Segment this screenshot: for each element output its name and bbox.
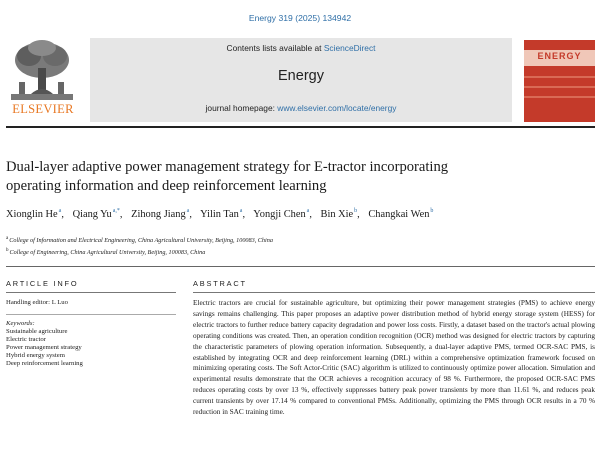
homepage-prefix: journal homepage: [205, 103, 278, 113]
article-title-line: Dual-layer adaptive power management strategy for E-tractor incorporating [6, 159, 449, 175]
author-name: Zihong Jiang [131, 209, 186, 220]
abstract-heading: ABSTRACT [193, 279, 247, 288]
keyword: Sustainable agriculture [6, 328, 68, 336]
sciencedirect-link[interactable]: ScienceDirect [323, 43, 376, 53]
elsevier-tree-icon [11, 38, 73, 100]
author-name: Changkai Wen [368, 209, 430, 220]
journal-reference[interactable]: Energy 319 (2025) 134942 [248, 13, 352, 23]
author-affiliation-mark[interactable]: a [186, 208, 190, 214]
journal-name: Energy [278, 68, 324, 84]
affiliation-mark: a [6, 236, 9, 241]
cover-stripe [524, 96, 595, 98]
journal-masthead [90, 38, 512, 122]
journal-cover-thumbnail[interactable] [524, 40, 595, 122]
keywords-heading: Keywords: [6, 320, 35, 327]
author[interactable]: Zihong Jiang$^a$, [131, 208, 192, 220]
journal-homepage-line [90, 103, 512, 113]
cover-stripe [524, 76, 595, 78]
handling-editor: Handling editor: L Luo [6, 299, 68, 306]
article-info-divider [6, 292, 176, 293]
keywords-section [6, 320, 83, 369]
affiliation [6, 246, 273, 258]
author-affiliation-mark[interactable]: a,* [112, 208, 120, 214]
affiliation-mark: b [6, 247, 9, 253]
author[interactable]: Yilin Tan$^a$, [200, 208, 246, 220]
author-name: Qiang Yu [72, 209, 112, 220]
author[interactable] [368, 209, 433, 220]
article-title [6, 158, 566, 196]
keywords-divider [6, 314, 176, 315]
publisher-name: ELSEVIER [12, 102, 74, 116]
author[interactable]: Bin Xie$^b$, [320, 208, 360, 220]
article-info-heading: ARTICLE INFO [6, 279, 79, 288]
contents-prefix: Contents lists available at [226, 43, 324, 53]
author-affiliation-mark[interactable]: a [239, 208, 243, 214]
cover-title: ENERGY [537, 51, 582, 61]
keyword: Electric tractor [6, 336, 46, 344]
author[interactable]: Qiang $Yu^{a,*}$, [72, 208, 123, 220]
abstract-divider [193, 292, 595, 293]
author-affiliation-mark[interactable]: a [58, 208, 62, 214]
affiliation [6, 234, 273, 246]
journal-homepage-link[interactable]: www.elsevier.com/locate/energy [277, 103, 397, 113]
author-name: Xionglin He [6, 209, 58, 220]
affiliation-text: College of Engineering, China Agricultural University, Beijing, 100083, China [9, 248, 206, 256]
author-name: Bin Xie [320, 209, 354, 220]
keyword: Deep reinforcement learning [6, 360, 83, 368]
author-name: Yongji Chen [253, 209, 306, 220]
article-title-line: operating information and deep reinforcement learning [6, 178, 327, 194]
header-divider [6, 126, 595, 128]
elsevier-logo[interactable] [6, 38, 78, 120]
author[interactable]: Yongji Chen$^a$, [253, 208, 312, 220]
contents-available-line [90, 43, 512, 53]
author-affiliation-mark[interactable]: b [354, 208, 358, 214]
author[interactable]: Xionglin He$^a$, [6, 208, 64, 220]
cover-stripe [524, 86, 595, 88]
author-list [6, 208, 596, 220]
keyword: Power management strategy [6, 344, 82, 352]
author-affiliation-mark[interactable]: b [430, 208, 434, 214]
affiliation-text: College of Information and Electrical Engineering, China Agricultural University, Beijing, 100083, China [9, 237, 273, 244]
author-name: Yilin Tan [200, 209, 239, 220]
author-affiliation-mark[interactable]: a [306, 208, 310, 214]
abstract-text: Electric tractors are crucial for sustainable agriculture, but optimizing their power management strategies (PMS) to achieve energy savings remains challenging. This paper proposes an adaptive power distribution method of hybrid energy storage system (HESS) for electric tractors to further reduce battery capacity degradation and power loss costs. Firstly, a dataset based on the tractor's actual plowing operating conditions was created. Then, an operation condition recognition (OCR) method was designed for electric tractors by capturing the characteristic parameters of plowing operation information. Subsequently, a dual-layer adaptive PMS, termed OCR-SAC PMS, is established by integrating OCR and deep reinforcement learning (DRL) within a comprehensive optimization framework focused on minimizing operating costs. The Soft Actor-Critic (SAC) algorithm is utilized to continuously optimize power allocation. Simulation and experimental results demonstrate that the OCR achieves a recognition accuracy of 98 %. Furthermore, the proposed OCR-SAC PMS reduces operating costs by over 13 %, effectively suppresses battery peak power transients by more than 11.61 %, and reduces peak current transients by over 17.14 % compared to conventional PMSs. Additionally, optimizing the PMS through OCR results in a 70 % reduction in SAC training time. [193, 299, 595, 417]
keyword: Hybrid energy system [6, 352, 65, 360]
affiliations [6, 234, 273, 257]
affiliation-divider [6, 266, 595, 267]
